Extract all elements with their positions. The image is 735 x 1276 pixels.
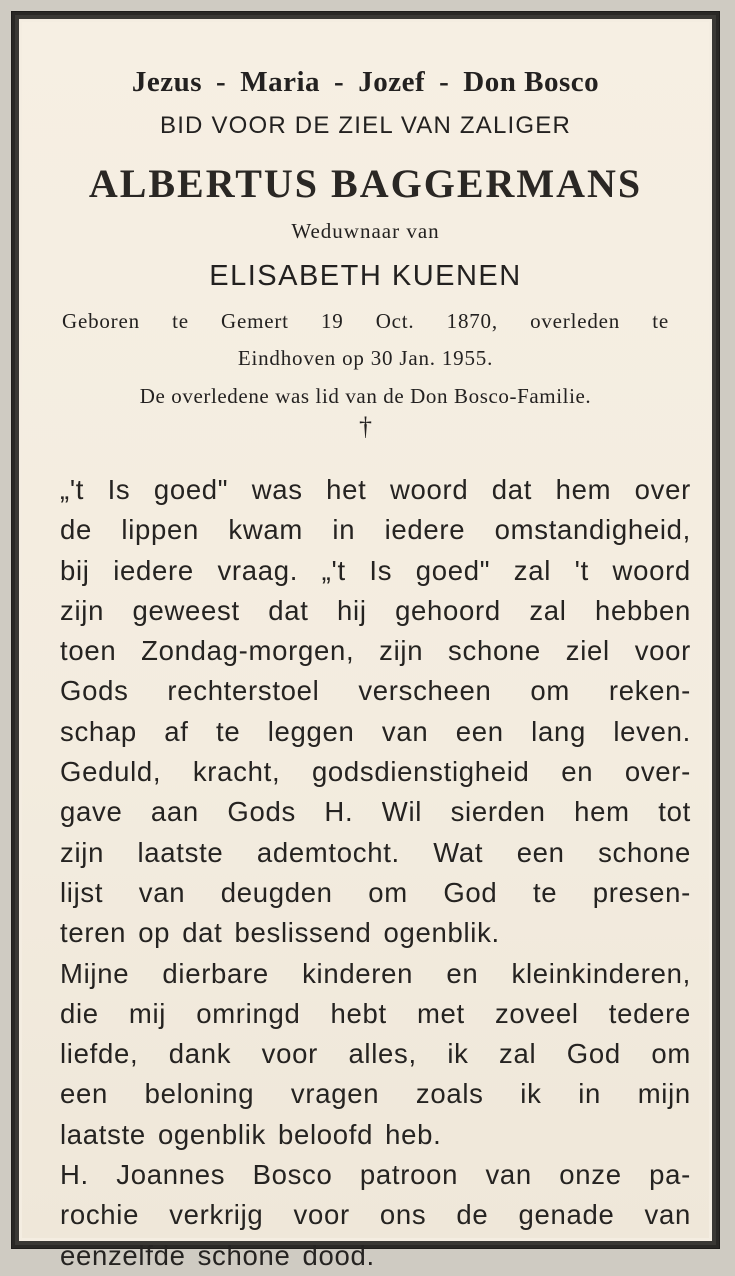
invocation-don-bosco: Don Bosco bbox=[463, 66, 600, 98]
relation-line: Weduwnaar van bbox=[291, 219, 440, 243]
memorial-text bbox=[60, 470, 691, 1276]
deceased-name: ALBERTUS BAGGERMANS bbox=[88, 161, 643, 206]
spouse-name: ELISABETH KUENEN bbox=[209, 260, 522, 292]
death-line: Eindhoven op 30 Jan. 1955. bbox=[237, 346, 494, 370]
text-line: zijn laatste ademtocht. Wat een schone bbox=[60, 836, 691, 868]
invocation-separator: - bbox=[334, 66, 345, 98]
text-line: H. Joannes Bosco patroon van onze pa- bbox=[60, 1159, 691, 1191]
prayer-line: BID VOOR DE ZIEL VAN ZALIGER bbox=[159, 112, 571, 139]
invocation-jezus: Jezus bbox=[131, 66, 203, 98]
invocation-maria: Maria bbox=[240, 66, 321, 98]
text-line: de lippen kwam in iedere omstandigheid, bbox=[60, 514, 691, 546]
text-line: teren op dat beslissend ogenblik. bbox=[60, 917, 500, 949]
text-line: een beloning vragen zoals ik in mijn bbox=[60, 1078, 691, 1110]
text-line: eenzelfde schone dood. bbox=[60, 1239, 375, 1271]
text-line: laatste ogenblik beloofd heb. bbox=[60, 1118, 442, 1150]
text-line: lijst van deugden om God te presen- bbox=[60, 876, 691, 908]
text-line: schap af te leggen van een lang leven. bbox=[60, 715, 691, 747]
text-line: Gods rechterstoel verscheen om reken- bbox=[60, 675, 691, 707]
cross-icon: † bbox=[359, 412, 372, 441]
memorial-card bbox=[12, 12, 719, 1271]
text-line: toen Zondag-morgen, zijn schone ziel voor bbox=[60, 635, 691, 667]
membership-line: De overledene was lid van de Don Bosco-Familie. bbox=[139, 384, 592, 408]
text-line: Mijne dierbare kinderen en kleinkinderen, bbox=[60, 957, 691, 989]
card-paper bbox=[22, 22, 709, 1271]
text-line: rochie verkrijg voor ons de genade van bbox=[60, 1199, 691, 1231]
text-line: liefde, dank voor alles, ik zal God om bbox=[60, 1038, 691, 1070]
text-line: bij iedere vraag. „'t Is goed" zal 't woord bbox=[60, 554, 691, 586]
invocation-separator: - bbox=[439, 66, 450, 98]
invocation-separator: - bbox=[216, 66, 227, 98]
invocation-jozef: Jozef bbox=[358, 66, 426, 98]
text-line: zijn geweest dat hij gehoord zal hebben bbox=[60, 594, 691, 626]
text-line: die mij omringd hebt met zoveel tedere bbox=[60, 997, 691, 1029]
text-line: Geduld, kracht, godsdienstigheid en over- bbox=[60, 756, 691, 788]
invocation-line bbox=[22, 66, 709, 99]
birth-line: Geboren te Gemert 19 Oct. 1870, overleden te bbox=[62, 309, 669, 333]
text-line: „'t Is goed" was het woord dat hem over bbox=[60, 474, 691, 505]
text-line: gave aan Gods H. Wil sierden hem tot bbox=[60, 796, 691, 828]
